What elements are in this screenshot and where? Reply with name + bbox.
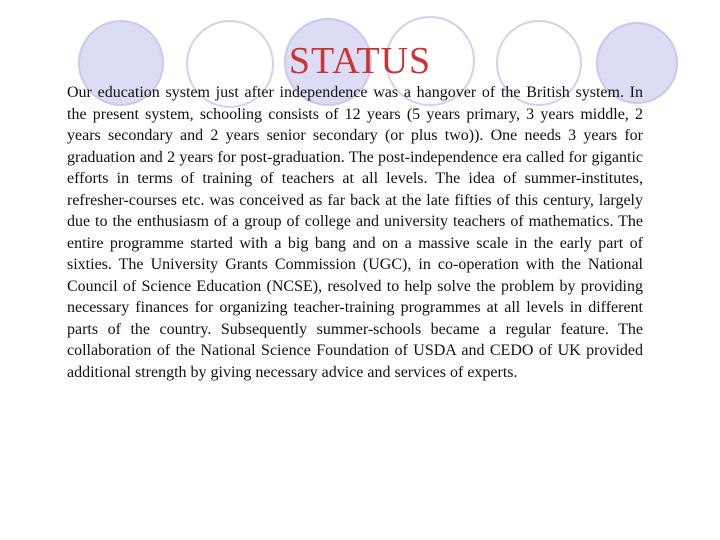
slide-body-text: Our education system just after independence was a hangover of the British system. In the present system, schooling consists of 12 years (5 years primary, 3 years middle, 2 years secondary and 2 years senior secondary (or plus two)). One needs 3 years for graduation and 2 years for post-graduation. The post-independence era called for gigantic efforts in terms of training of teachers at all levels. The idea of summer-institutes, refresher-courses etc. was conceived as far back at the late fifties of this century, largely due to the enthusiasm of a group of college and university teachers of mathematics. The entire programme started with a big bang and on a massive scale in the early part of sixties. The University Grants Commission (UGC), in co-operation with the National Council of Science Education (NCSE), resolved to help solve the problem by providing necessary finances for organizing teacher-training programmes at all levels in different parts of the country. Subsequently summer-schools became a regular feature. The collaboration of the National Science Foundation of USDA and CEDO of UK provided additional strength by giving necessary advice and services of experts. <box>67 84 643 381</box>
slide-title: STATUS <box>288 40 432 82</box>
